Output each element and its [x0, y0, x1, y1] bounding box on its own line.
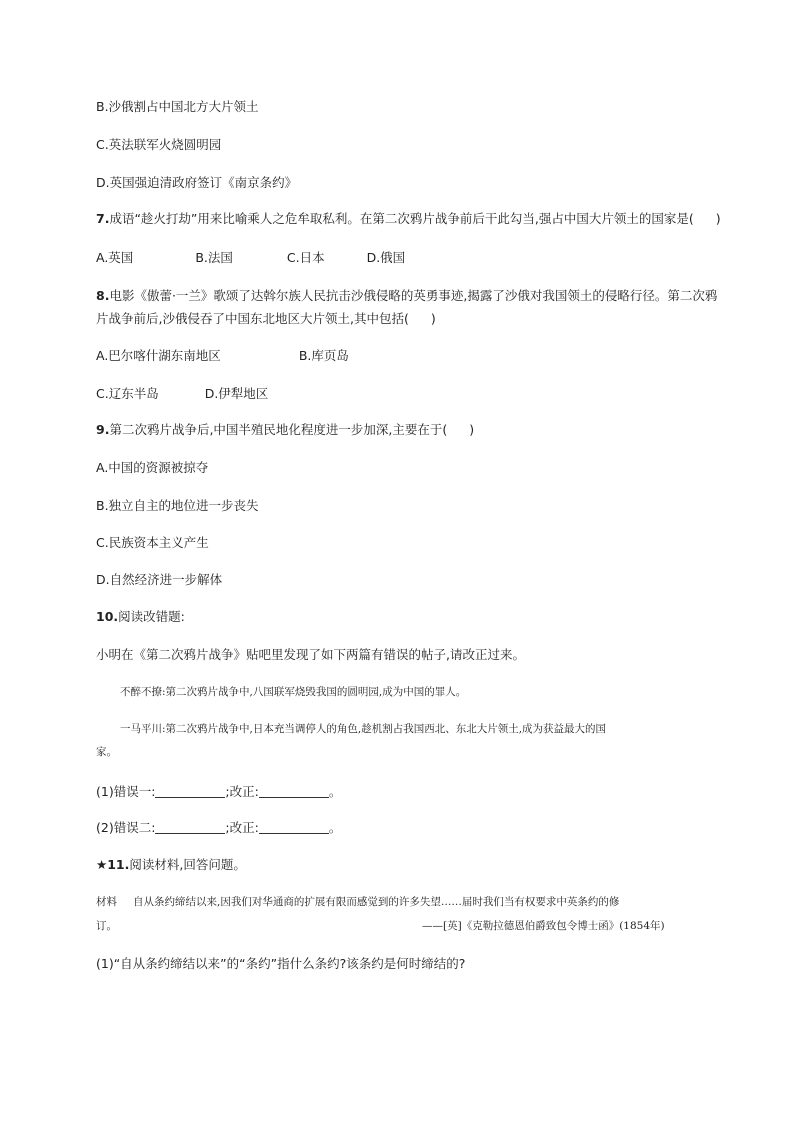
q10-title: 阅读改错题: [118, 609, 185, 624]
q10-fix1-blank[interactable] [259, 785, 329, 798]
q8-number: 8. [96, 288, 110, 303]
q9-option-a: A.中国的资源被掠夺 [96, 460, 209, 475]
q9-stem-text: 第二次鸦片战争后,中国半殖民地化程度进一步加深,主要在于( [109, 422, 448, 437]
q10-err1-blank[interactable] [155, 785, 225, 798]
q9-option-d: D.自然经济进一步解体 [96, 572, 223, 587]
q10-fix2-blank[interactable] [259, 821, 329, 834]
q8-stem-line2 [96, 310, 436, 328]
q8-stem-line1 [96, 287, 717, 305]
q11-material-line1 [96, 894, 619, 910]
q10-fix1-label: ;改正: [225, 784, 259, 799]
q11-title: 阅读材料,回答问题。 [129, 857, 246, 872]
q10-post-1: 不醉不撩:第二次鸦片战争中,八国联军烧毁我国的圆明园,成为中国的罪人。 [120, 686, 467, 698]
q7-option-d: D.俄国 [366, 250, 406, 265]
q7-options [96, 249, 405, 267]
q8-options-row1 [96, 347, 349, 365]
q10-post-2-line2: 家。 [96, 746, 117, 758]
q6-option-d: D.英国强迫清政府签订《南京条约》 [96, 175, 298, 190]
q10-answer-1 [96, 783, 341, 801]
q8-stem-text2: 片战争前后,沙俄侵吞了中国东北地区大片领土,其中包括( [96, 311, 409, 326]
q10-heading [96, 608, 185, 626]
q8-option-d: D.伊犁地区 [204, 386, 269, 401]
q11-sub-question-1: (1)“自从条约缔结以来”的“条约”指什么条约?该条约是何时缔结的? [96, 956, 466, 971]
q7-close-paren: ) [715, 211, 721, 226]
q8-option-a: A.巴尔喀什湖东南地区 [96, 348, 221, 363]
q10-err1-label: (1)错误一: [96, 784, 156, 799]
q10-post-2-line1: 一马平川:第二次鸦片战争中,日本充当调停人的角色,趁机割占我国西北、东北大片领土,成为获益最大的国 [120, 723, 607, 735]
q11-material-label: 材料 [96, 896, 117, 908]
q6-option-b: B.沙俄割占中国北方大片领土 [96, 99, 259, 114]
q10-end2: 。 [328, 820, 342, 835]
q11-heading [96, 856, 246, 874]
q7-stem [96, 210, 721, 228]
q11-source: ——[英]《克勒拉德恩伯爵致包令博士函》(1854年) [422, 920, 665, 932]
q8-option-b: B.库页岛 [298, 348, 349, 363]
q6-option-c: C.英法联军火烧圆明园 [96, 137, 222, 152]
q7-option-a: A.英国 [96, 250, 134, 265]
q9-close-paren: ) [469, 422, 475, 437]
q7-number: 7. [96, 211, 110, 226]
q8-options-row2 [96, 385, 268, 403]
q9-number: 9. [96, 422, 110, 437]
q10-intro: 小明在《第二次鸦片战争》贴吧里发现了如下两篇有错误的帖子,请改正过来。 [96, 647, 525, 662]
q9-option-c: C.民族资本主义产生 [96, 535, 209, 550]
q11-number: ★11. [96, 857, 130, 872]
q7-option-b: B.法国 [195, 250, 233, 265]
q10-end1: 。 [328, 784, 342, 799]
q10-answer-2 [96, 819, 341, 837]
q10-number: 10. [96, 609, 119, 624]
q10-fix2-label: ;改正: [225, 820, 259, 835]
q8-option-c: C.辽东半岛 [96, 386, 159, 401]
q9-stem [96, 421, 474, 439]
q9-option-b: B.独立自主的地位进一步丧失 [96, 498, 259, 513]
q8-close-paren: ) [430, 311, 436, 326]
q10-err2-blank[interactable] [155, 821, 225, 834]
q8-stem-text1: 电影《傲蕾·一兰》歌颂了达斡尔族人民抗击沙俄侵略的英勇事迹,揭露了沙俄对我国领土的侵略行径。第二次鸦 [109, 288, 718, 303]
q7-option-c: C.日本 [286, 250, 325, 265]
q11-material-text1: 自从条约缔结以来,因我们对华通商的扩展有限而感觉到的许多失望……届时我们当有权要求中英条约的修 [133, 896, 620, 908]
q11-material-line2: 订。 [96, 920, 117, 932]
q10-err2-label: (2)错误二: [96, 820, 156, 835]
q7-stem-text: 成语“趁火打劫”用来比喻乘人之危牟取私利。在第二次鸦片战争前后干此勾当,强占中国大片领土的国家是( [109, 211, 694, 226]
